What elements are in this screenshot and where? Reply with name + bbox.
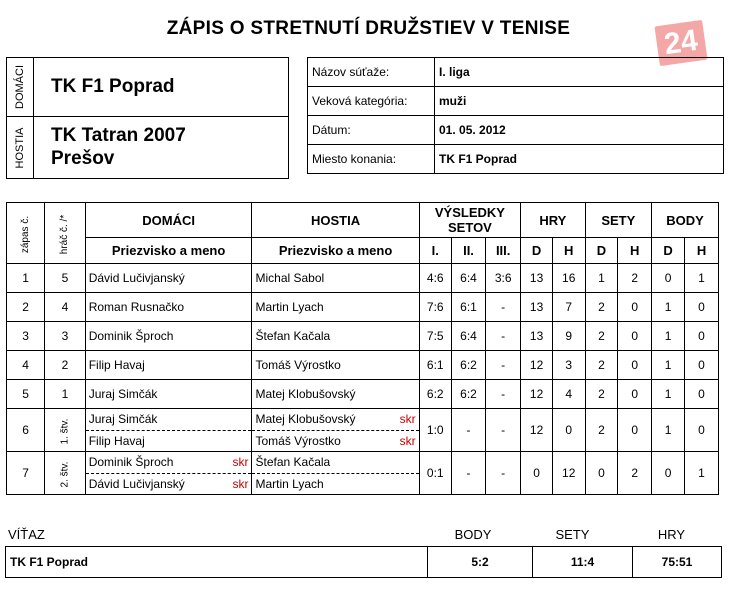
doubles-no: 1. štv. [59,418,71,445]
sets-h: 0 [618,409,652,452]
set2-score: 6:2 [451,351,485,380]
home-player-2: Filip Havaj [88,433,145,448]
date-label: Dátum: [308,116,435,145]
scratch-tag: skr [399,412,416,427]
games-header: HRY [521,203,585,238]
guest-player: Tomáš Výrostko [252,351,419,380]
set2-score: 6:4 [451,264,485,293]
winner-points-label: BODY [454,527,492,542]
games-h: 7 [552,293,585,322]
games-d: 13 [521,293,553,322]
player-no: 1 [45,380,85,409]
sets-d: 2 [585,380,618,409]
winner-games: 75:51 [633,547,722,578]
games-d: 13 [521,264,553,293]
set3-score: - [486,322,521,351]
set1-score: 7:6 [419,293,451,322]
venue-label: Miesto konania: [308,145,435,174]
points-d: 1 [652,351,685,380]
sets-h: 2 [618,264,652,293]
winner-table [5,546,722,578]
points-d: 0 [652,264,685,293]
match-no: 2 [7,293,45,322]
sets-h: 0 [618,293,652,322]
home-player: Roman Rusnačko [85,293,252,322]
points-d: 1 [652,409,685,452]
sets-h: 2 [618,452,652,495]
sets-d: 0 [585,452,618,495]
player-no: 5 [45,264,85,293]
games-h: 16 [552,264,585,293]
home-label: DOMÁCI [14,65,26,109]
table-row [7,409,719,452]
set2-header: II. [451,238,485,264]
home-player: Dávid Lučivjanský [85,264,252,293]
doubles-no: 2. štv. [59,461,71,488]
winner-sets: 11:4 [533,547,633,578]
match-no: 3 [7,322,45,351]
sets-d: 1 [585,264,618,293]
home-team-name: TK F1 Poprad [51,76,175,97]
scratch-tag: skr [399,433,416,448]
match-no-header: zápas č. [20,215,32,254]
teams-box [6,57,289,179]
set3-score: 3:6 [486,264,521,293]
set1-score: 6:2 [419,380,451,409]
match-no: 4 [7,351,45,380]
guest-team-row [7,117,288,178]
points-d-header: D [652,238,685,264]
page-title: ZÁPIS O STRETNUTÍ DRUŽSTIEV V TENISE [166,18,571,39]
home-name-header: Priezvisko a meno [85,238,252,264]
points-d: 1 [652,293,685,322]
category-value: muži [435,87,724,116]
set3-score: - [486,380,521,409]
sets-d: 2 [585,322,618,351]
guest-team-name-line1: TK Tatran 2007 [51,125,186,146]
table-row [7,293,719,322]
home-player: Filip Havaj [85,351,252,380]
set3-score: - [486,351,521,380]
sets-h: 0 [618,380,652,409]
table-row [7,264,719,293]
scratch-tag: skr [232,476,249,491]
competition-label: Názov súťaže: [308,58,435,87]
games-h: 12 [552,452,585,495]
table-row [7,452,719,495]
match-no: 7 [7,452,45,495]
points-d: 0 [652,452,685,495]
guest-player-2: Martin Lyach [255,476,324,491]
points-header: BODY [652,203,719,238]
winner-sets-label: SETY [555,527,590,542]
games-d: 0 [521,452,553,495]
home-player-1: Juraj Simčák [88,412,158,427]
guest-player-2: Tomáš Výrostko [255,433,341,448]
results-table [6,202,719,495]
logo-24: 24 [654,20,707,66]
venue-value: TK F1 Poprad [435,145,724,174]
results-header: VÝSLEDKY SETOV [419,203,521,238]
winner-name: TK F1 Poprad [6,547,428,578]
points-h: 1 [685,452,719,495]
sets-d: 2 [585,351,618,380]
set1-score: 0:1 [419,452,451,495]
set2-score: 6:4 [451,322,485,351]
points-d: 1 [652,322,685,351]
games-d: 13 [521,322,553,351]
set2-score: - [451,409,485,452]
set1-score: 4:6 [419,264,451,293]
set3-score: - [486,293,521,322]
games-d: 12 [521,380,553,409]
guest-name-header: Priezvisko a meno [252,238,419,264]
guest-team-name-line2: Prešov [51,148,115,169]
table-row [7,380,719,409]
games-h: 0 [552,409,585,452]
home-player: Juraj Simčák [85,380,252,409]
match-no: 6 [7,409,45,452]
set1-score: 1:0 [419,409,451,452]
sets-h-header: H [618,238,652,264]
games-h: 9 [552,322,585,351]
winner-label: VÍŤAZ [8,527,45,542]
games-h: 3 [552,351,585,380]
sets-d: 2 [585,293,618,322]
set1-score: 6:1 [419,351,451,380]
guest-player: Michal Sabol [252,264,419,293]
player-no: 2 [45,351,85,380]
points-h: 0 [685,322,719,351]
points-h: 0 [685,409,719,452]
winner-games-label: HRY [657,527,686,542]
set3-score: - [486,409,521,452]
games-d: 12 [521,351,553,380]
points-h: 0 [685,380,719,409]
sets-d: 2 [585,409,618,452]
sets-d-header: D [585,238,618,264]
points-d: 1 [652,380,685,409]
set1-score: 7:5 [419,322,451,351]
set2-score: 6:1 [451,293,485,322]
points-h-header: H [685,238,719,264]
winner-points: 5:2 [428,547,533,578]
match-info-table [307,57,724,174]
sets-h: 0 [618,351,652,380]
games-h-header: H [552,238,585,264]
player-no: 4 [45,293,85,322]
set1-header: I. [419,238,451,264]
table-row [7,322,719,351]
set2-score: 6:2 [451,380,485,409]
sets-h: 0 [618,322,652,351]
home-player-2: Dávid Lučivjanský [88,476,185,491]
guest-player-1: Matej Klobušovský [255,412,356,427]
match-no: 5 [7,380,45,409]
set2-score: - [451,452,485,495]
competition-value: I. liga [435,58,724,87]
table-row [7,351,719,380]
home-player: Dominik Šproch [85,322,252,351]
guest-header: HOSTIA [252,203,419,238]
games-d-header: D [521,238,553,264]
home-player-1: Dominik Šproch [88,455,174,470]
match-no: 1 [7,264,45,293]
home-header: DOMÁCI [85,203,252,238]
guest-label: HOSTIA [14,127,26,168]
sets-header: SETY [585,203,652,238]
set3-score: - [486,452,521,495]
scratch-tag: skr [232,455,249,470]
date-value: 01. 05. 2012 [435,116,724,145]
points-h: 0 [685,293,719,322]
games-d: 12 [521,409,553,452]
player-no-header: hráč č. /* [59,214,71,255]
set3-header: III. [486,238,521,264]
player-no: 3 [45,322,85,351]
points-h: 0 [685,351,719,380]
guest-player: Štefan Kačala [252,322,419,351]
category-label: Veková kategória: [308,87,435,116]
games-h: 4 [552,380,585,409]
guest-player: Martin Lyach [252,293,419,322]
home-team-row [7,58,288,117]
points-h: 1 [685,264,719,293]
guest-player: Matej Klobušovský [252,380,419,409]
guest-player-1: Štefan Kačala [255,455,331,470]
